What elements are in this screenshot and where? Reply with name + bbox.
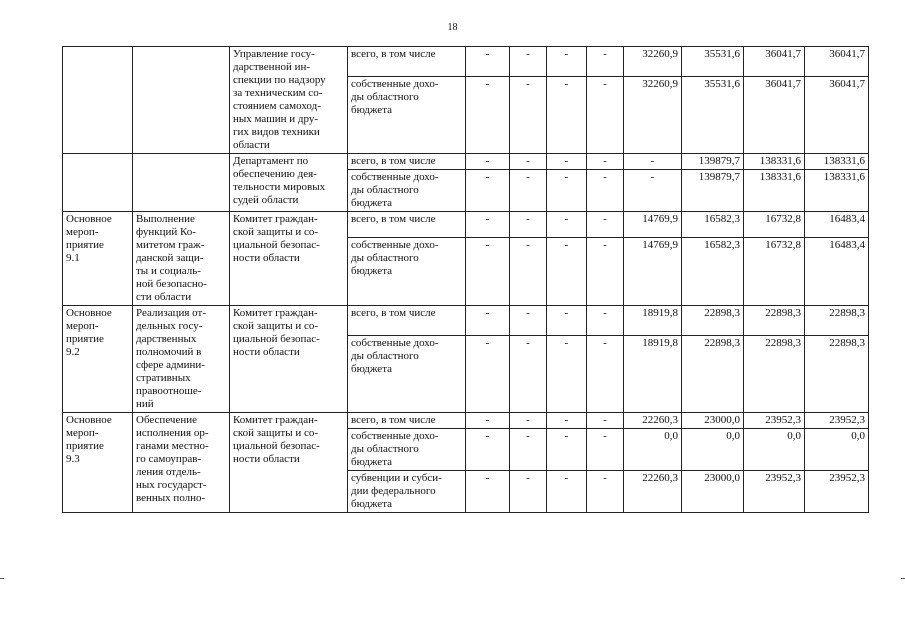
value-cell-6: 22898,3 <box>682 335 744 412</box>
measure-name-cell: Обеспечение исполнения ор- ганами местно- го самоуправ- ления отдель- ных государст- венных полно- <box>133 413 230 513</box>
value-cell-7: 138331,6 <box>744 170 805 212</box>
value-cell-3: - <box>547 471 587 513</box>
value-cell-7: 138331,6 <box>744 154 805 170</box>
value-cell-3: - <box>547 170 587 212</box>
table-row <box>63 47 869 77</box>
value-cell-1: - <box>466 429 510 471</box>
value-cell-1: - <box>466 471 510 513</box>
value-cell-3: - <box>547 429 587 471</box>
value-cell-2: - <box>510 154 547 170</box>
funding-source-cell: всего, в том числе <box>348 306 466 336</box>
value-cell-1: - <box>466 335 510 412</box>
value-cell-8: 22898,3 <box>805 335 869 412</box>
scan-edge-mark-right <box>901 578 905 579</box>
value-cell-7: 16732,8 <box>744 237 805 305</box>
executor-cell: Комитет граждан- ской защиты и со- циальной безопас- ности области <box>230 306 348 413</box>
table-row <box>63 212 869 238</box>
value-cell-7: 23952,3 <box>744 413 805 429</box>
executor-cell: Комитет граждан- ской защиты и со- циальной безопас- ности области <box>230 413 348 513</box>
value-cell-4: - <box>587 212 624 238</box>
funding-source-cell: всего, в том числе <box>348 47 466 77</box>
value-cell-2: - <box>510 237 547 305</box>
value-cell-2: - <box>510 47 547 77</box>
value-cell-4: - <box>587 47 624 77</box>
funding-source-cell: всего, в том числе <box>348 413 466 429</box>
table-row <box>63 306 869 336</box>
value-cell-3: - <box>547 76 587 153</box>
value-cell-2: - <box>510 471 547 513</box>
value-cell-6: 0,0 <box>682 429 744 471</box>
value-cell-7: 36041,7 <box>744 76 805 153</box>
value-cell-4: - <box>587 413 624 429</box>
value-cell-8: 23952,3 <box>805 471 869 513</box>
value-cell-1: - <box>466 47 510 77</box>
value-cell-8: 138331,6 <box>805 170 869 212</box>
value-cell-4: - <box>587 306 624 336</box>
measure-name-cell <box>133 47 230 154</box>
budget-table <box>62 46 869 513</box>
value-cell-8: 23952,3 <box>805 413 869 429</box>
value-cell-2: - <box>510 413 547 429</box>
funding-source-cell: субвенции и субси- дии федерального бюджета <box>348 471 466 513</box>
value-cell-2: - <box>510 76 547 153</box>
funding-source-cell: собственные дохо- ды областного бюджета <box>348 170 466 212</box>
value-cell-5: - <box>624 170 682 212</box>
measure-number-cell: Основное мероп- приятие 9.2 <box>63 306 133 413</box>
value-cell-8: 16483,4 <box>805 237 869 305</box>
value-cell-6: 35531,6 <box>682 76 744 153</box>
value-cell-5: - <box>624 154 682 170</box>
measure-number-cell: Основное мероп- приятие 9.3 <box>63 413 133 513</box>
measure-number-cell <box>63 47 133 154</box>
value-cell-6: 16582,3 <box>682 212 744 238</box>
value-cell-1: - <box>466 154 510 170</box>
value-cell-2: - <box>510 170 547 212</box>
page-number: 18 <box>447 22 458 33</box>
value-cell-1: - <box>466 237 510 305</box>
value-cell-3: - <box>547 154 587 170</box>
value-cell-4: - <box>587 335 624 412</box>
funding-source-cell: всего, в том числе <box>348 212 466 238</box>
measure-name-cell: Реализация от- дельных госу- дарственных полномочий в сфере админи- стративных правоотноше- ний <box>133 306 230 413</box>
value-cell-7: 16732,8 <box>744 212 805 238</box>
value-cell-3: - <box>547 335 587 412</box>
value-cell-5: 18919,8 <box>624 335 682 412</box>
table-row <box>63 154 869 170</box>
value-cell-5: 14769,9 <box>624 212 682 238</box>
value-cell-5: 32260,9 <box>624 76 682 153</box>
measure-name-cell: Выполнение функций Ко- митетом граж- данской защи- ты и социаль- ной безопасно- сти области <box>133 212 230 306</box>
measure-number-cell <box>63 154 133 212</box>
measure-number-cell: Основное мероп- приятие 9.1 <box>63 212 133 306</box>
executor-cell: Департамент по обеспечению дея- тельности мировых судей области <box>230 154 348 212</box>
value-cell-6: 139879,7 <box>682 170 744 212</box>
value-cell-8: 0,0 <box>805 429 869 471</box>
scan-edge-mark-left <box>0 578 4 579</box>
value-cell-4: - <box>587 154 624 170</box>
value-cell-2: - <box>510 212 547 238</box>
value-cell-4: - <box>587 76 624 153</box>
funding-source-cell: собственные дохо- ды областного бюджета <box>348 237 466 305</box>
value-cell-6: 35531,6 <box>682 47 744 77</box>
value-cell-8: 22898,3 <box>805 306 869 336</box>
executor-cell: Комитет граждан- ской защиты и со- циальной безопас- ности области <box>230 212 348 306</box>
value-cell-1: - <box>466 170 510 212</box>
value-cell-6: 139879,7 <box>682 154 744 170</box>
value-cell-8: 36041,7 <box>805 47 869 77</box>
value-cell-6: 23000,0 <box>682 471 744 513</box>
value-cell-1: - <box>466 212 510 238</box>
value-cell-4: - <box>587 170 624 212</box>
funding-source-cell: собственные дохо- ды областного бюджета <box>348 76 466 153</box>
value-cell-7: 22898,3 <box>744 335 805 412</box>
value-cell-5: 0,0 <box>624 429 682 471</box>
value-cell-3: - <box>547 306 587 336</box>
value-cell-7: 0,0 <box>744 429 805 471</box>
value-cell-5: 14769,9 <box>624 237 682 305</box>
value-cell-5: 18919,8 <box>624 306 682 336</box>
value-cell-3: - <box>547 47 587 77</box>
funding-source-cell: всего, в том числе <box>348 154 466 170</box>
value-cell-1: - <box>466 306 510 336</box>
funding-source-cell: собственные дохо- ды областного бюджета <box>348 335 466 412</box>
value-cell-5: 32260,9 <box>624 47 682 77</box>
funding-source-cell: собственные дохо- ды областного бюджета <box>348 429 466 471</box>
value-cell-7: 22898,3 <box>744 306 805 336</box>
value-cell-3: - <box>547 212 587 238</box>
value-cell-3: - <box>547 413 587 429</box>
table-body <box>63 47 869 513</box>
value-cell-6: 16582,3 <box>682 237 744 305</box>
value-cell-2: - <box>510 429 547 471</box>
value-cell-3: - <box>547 237 587 305</box>
value-cell-2: - <box>510 306 547 336</box>
value-cell-8: 16483,4 <box>805 212 869 238</box>
value-cell-5: 22260,3 <box>624 471 682 513</box>
value-cell-5: 22260,3 <box>624 413 682 429</box>
value-cell-4: - <box>587 471 624 513</box>
value-cell-7: 23952,3 <box>744 471 805 513</box>
executor-cell: Управление госу- дарственной ин- спекции по надзору за техническим со- стоянием самоход- ных машин и дру- гих видов техники области <box>230 47 348 154</box>
value-cell-6: 23000,0 <box>682 413 744 429</box>
value-cell-8: 138331,6 <box>805 154 869 170</box>
value-cell-1: - <box>466 413 510 429</box>
value-cell-4: - <box>587 237 624 305</box>
value-cell-2: - <box>510 335 547 412</box>
measure-name-cell <box>133 154 230 212</box>
value-cell-6: 22898,3 <box>682 306 744 336</box>
value-cell-1: - <box>466 76 510 153</box>
value-cell-4: - <box>587 429 624 471</box>
table-row <box>63 413 869 429</box>
value-cell-7: 36041,7 <box>744 47 805 77</box>
value-cell-8: 36041,7 <box>805 76 869 153</box>
